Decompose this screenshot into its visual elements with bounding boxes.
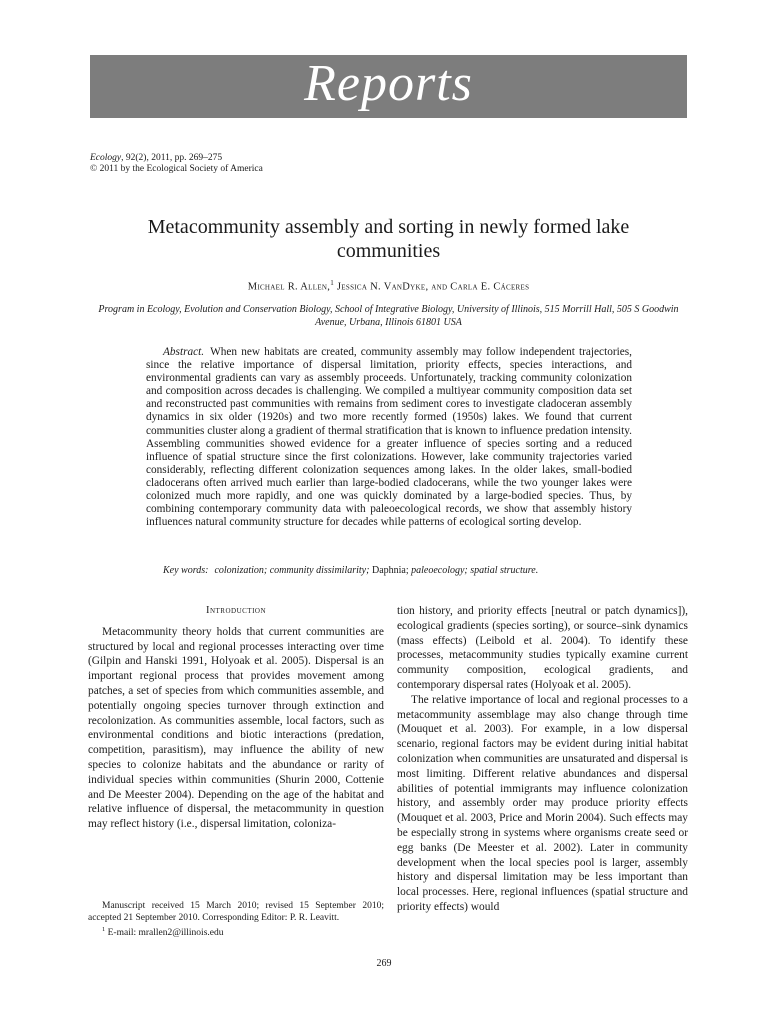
- page-number: 269: [376, 958, 392, 969]
- banner-title: Reports: [304, 55, 473, 112]
- keywords-part2: paleoecology; spatial structure.: [408, 565, 539, 576]
- author-rest: Jessica N. VanDyke, and Carla E. Cáceres: [334, 281, 530, 293]
- keywords-label: Key words:: [163, 565, 209, 576]
- citation: [90, 153, 263, 175]
- email-footnote-mark: 1: [102, 926, 106, 933]
- abstract-label: Abstract.: [163, 346, 205, 358]
- manuscript-note: Manuscript received 15 March 2010; revised 15 September 2010; accepted 21 September 2010. Corresponding Editor: P. R. Leavitt.: [88, 901, 384, 923]
- body-paragraph: tion history, and priority effects [neutral or patch dynamics]), ecological gradients (species sorting), or source–sink dynamics (mass effects) (Leibold et al. 2004). To identify these processes, metacommunity studies typically examine current community composition, ecological gradients, and contemporary dispersal rates (Holyoak et al. 2005).: [397, 605, 688, 691]
- keywords-daphnia: Daphnia;: [369, 565, 409, 576]
- author-first: Michael R. Allen,: [247, 281, 331, 293]
- reports-banner: [90, 55, 687, 118]
- abstract-paragraph: [146, 346, 632, 529]
- author-list: [90, 279, 687, 293]
- keywords-part1: colonization; community dissimilarity;: [214, 565, 370, 576]
- body-paragraph: The relative importance of local and regional processes to a metacommunity assemblage may also change through time (Mouquet et al. 2003). For example, in a low dispersal scenario, regional factors may be evident during initial habitat colonization when communities are unsaturated and dispersal is most limiting. Different relative abundances and dispersal abilities of potential immigrants may influence colonization history, and assembly order may produce priority effects (Mouquet et al. 2003, Price and Morin 2004). Such effects may be especially strong in systems where organisms create seed or egg banks (De Meester et al. 2002). Later in community development when the local species pool is larger, assembly history and dispersal limitation may be less important than local processes. Here, regional influences (spatial structure and priority effects) would: [397, 693, 688, 913]
- article-title: Metacommunity assembly and sorting in newly formed lake communities: [147, 216, 630, 262]
- abstract-text: When new habitats are created, community assembly may follow independent trajectories, since the relative importance of dispersal limitation, priority effects, species interactions, and environmental gradients can vary as assembly proceeds. Unfortunately, tracking community colonization and composition across decades is challenging. We compiled a multiyear community composition data set and reconstructed past communities with remains from sediment cores to investigate cladoceran assembly dynamics in six older (1920s) and two more recently formed (1950s) lakes. We found that current communities cluster along a gradient of thermal stratification that is known to influence predation intensity. Assembling communities showed evidence for a greater influence of species sorting and a reduced influence of spatial structure since the first colonizations. However, lake community trajectories varied considerably, reflecting different colonization sequences among lakes. In the older lakes, small-bodied cladocerans often arrived much earlier than large-bodied cladocerans, while the two younger lakes were colonized much more rapidly, and one was quickly dominated by a large-bodied species. Thus, by combining contemporary community data with paleoecological records, we show that assembly history influences natural community structure for decades while patterns of ecological sorting develop.: [146, 346, 632, 529]
- body-paragraph: Metacommunity theory holds that current communities are structured by local and regional processes interacting over time (Gilpin and Hanski 1991, Holyoak et al. 2005). Dispersal is an important regional process that provides movement among patches, a set of species from which communities assemble, and potentially ongoing species turnover through extinction and recolonization. As communities assemble, local factors, such as environmental conditions and biotic interactions (predation, competition, parasitism), may influence the ability of new species to colonize habitats and the abundance or rarity of individual species within communities (Shurin 2000, Cottenie and De Meester 2004). Depending on the age of the habitat and relative influence of dispersal, the metacommunity in question may reflect history (i.e., dispersal limitation, coloniza-: [88, 625, 384, 831]
- journal-name: Ecology: [90, 153, 122, 163]
- citation-line: [90, 153, 263, 164]
- author-footnote-mark: 1: [330, 279, 334, 287]
- section-heading: Introduction: [205, 605, 267, 616]
- left-column: [88, 604, 384, 832]
- email-note: [88, 924, 384, 940]
- citation-details: , 92(2), 2011, pp. 269–275: [121, 153, 223, 163]
- affiliation: Program in Ecology, Evolution and Conservation Biology, School of Integrative Biology, University of Illinois, 515 Morrill Hall, 505 S Goodwin Avenue, Urbana, Illinois 61801 USA: [98, 304, 679, 328]
- footnotes: [88, 901, 384, 940]
- keywords: [146, 565, 632, 577]
- right-column: [397, 604, 688, 915]
- abstract: [146, 346, 632, 529]
- email-text: E-mail: mrallen2@illinois.edu: [105, 928, 224, 939]
- copyright-line: © 2011 by the Ecological Society of America: [90, 164, 263, 174]
